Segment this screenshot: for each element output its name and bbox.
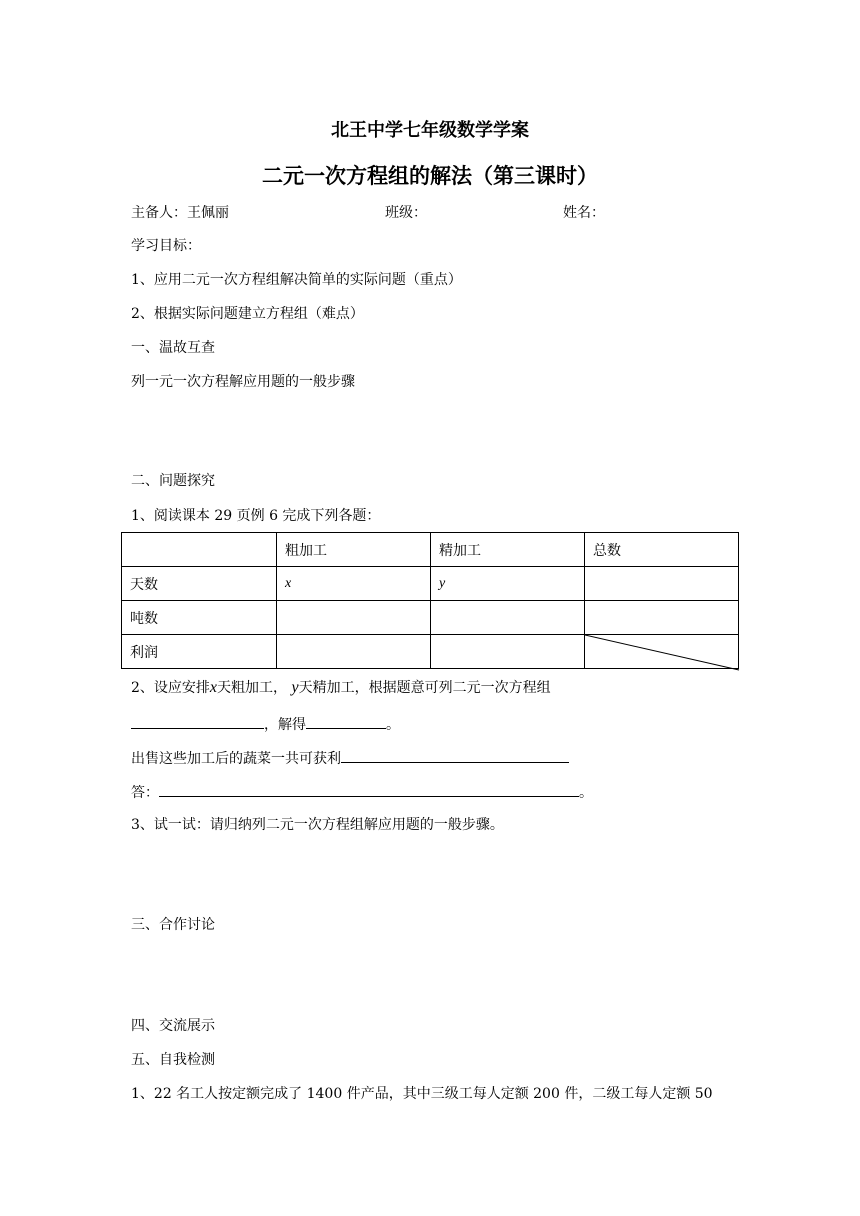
table-row — [122, 567, 739, 601]
section-3-heading: 三、合作讨论 — [131, 917, 215, 933]
table-header: 精加工 — [431, 533, 585, 567]
equation-blank[interactable] — [131, 714, 264, 729]
q2-post: 天精加工，根据题意可列二元一次方程组 — [298, 680, 551, 696]
section-2-heading: 二、问题探究 — [131, 473, 215, 489]
table-row — [122, 533, 739, 567]
table-cell — [277, 601, 431, 635]
question-2-blanks — [131, 714, 400, 734]
table-header: 总数 — [585, 533, 739, 567]
question-2 — [131, 679, 551, 697]
table-cell: y — [431, 567, 585, 601]
section-1-text: 列一元一次方程解应用题的一般步骤 — [131, 374, 355, 390]
table-cell — [585, 601, 739, 635]
q2-pre: 2、设应安排 — [131, 680, 210, 696]
question-3: 3、试一试：请归纳列二元一次方程组解应用题的一般步骤。 — [131, 817, 504, 833]
class-label: 班级： — [385, 205, 427, 221]
answer-label: 答： — [131, 785, 159, 801]
table-cell — [277, 635, 431, 669]
q2-var-x: x — [209, 679, 218, 696]
table-row — [122, 601, 739, 635]
question-1: 1、阅读课本 29 页例 6 完成下列各题： — [131, 508, 381, 524]
exercise-1: 1、22 名工人按定额完成了 1400 件产品，其中三级工每人定额 200 件，二级工每人定额 50 — [131, 1086, 713, 1102]
table-cell: x — [277, 567, 431, 601]
goal-2: 2、根据实际问题建立方程组（难点） — [131, 306, 364, 322]
answer-end: 。 — [579, 785, 593, 801]
profit-line — [131, 748, 569, 768]
section-1-heading: 一、温故互查 — [131, 340, 215, 356]
table-cell: 利润 — [122, 635, 277, 669]
goals-heading: 学习目标： — [131, 238, 201, 254]
solve-label: ，解得 — [264, 717, 306, 733]
preparer: 主备人：王佩丽 — [131, 205, 229, 221]
name-label: 姓名： — [563, 205, 605, 221]
solution-blank[interactable] — [306, 714, 386, 729]
table-cell: 天数 — [122, 567, 277, 601]
lesson-title: 二元一次方程组的解法（第三课时） — [262, 164, 598, 188]
table-cell — [122, 533, 277, 567]
table-cell — [431, 601, 585, 635]
profit-blank[interactable] — [341, 748, 569, 763]
diagonal-cell — [585, 635, 739, 669]
profit-label: 出售这些加工后的蔬菜一共可获利 — [131, 751, 341, 767]
processing-table — [121, 532, 739, 669]
answer-line — [131, 782, 593, 802]
q2-var-y: y — [291, 679, 299, 696]
table-header: 粗加工 — [277, 533, 431, 567]
q2-mid: 天粗加工， — [217, 680, 288, 696]
table-row — [122, 635, 739, 669]
diagonal-line — [585, 635, 740, 671]
goal-1: 1、应用二元一次方程组解决简单的实际问题（重点） — [131, 272, 462, 288]
section-5-heading: 五、自我检测 — [131, 1052, 215, 1068]
section-4-heading: 四、交流展示 — [131, 1018, 215, 1034]
q2-end: 。 — [386, 717, 400, 733]
table-cell — [585, 567, 739, 601]
answer-blank[interactable] — [159, 782, 579, 797]
table-cell — [431, 635, 585, 669]
table-cell: 吨数 — [122, 601, 277, 635]
school-title: 北王中学七年级数学学案 — [331, 120, 529, 141]
